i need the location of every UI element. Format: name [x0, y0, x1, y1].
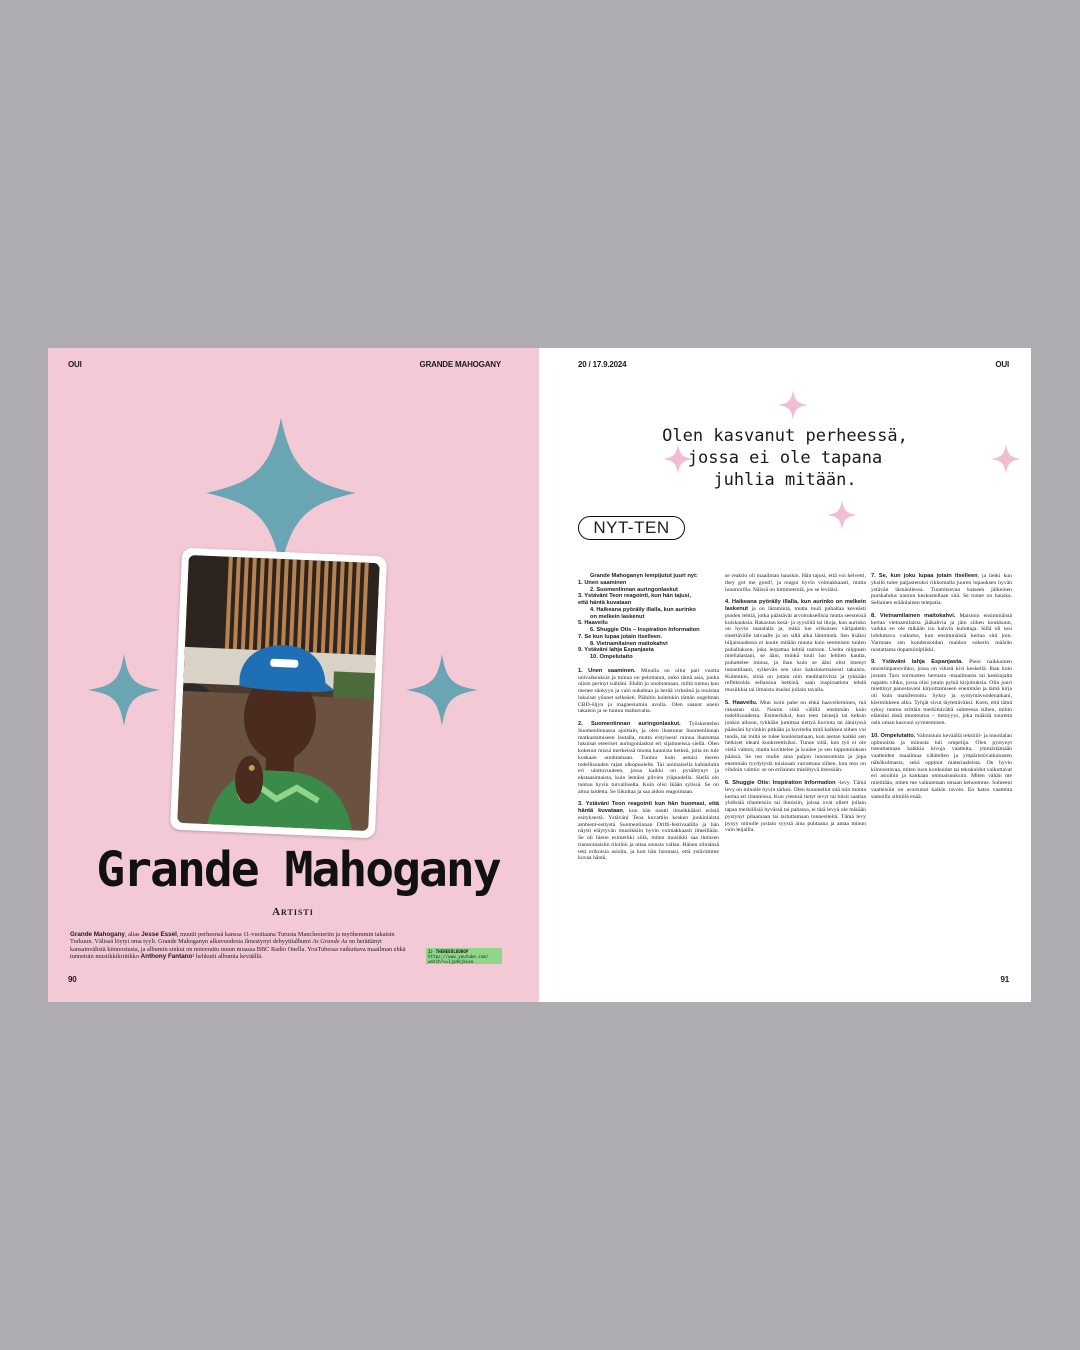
paragraph-text: , ja hetki kun yksilö tulee paljastetuksi rikkomalla juuren lupauksen hyvän ystävän läsnäollessa. Tuomitsevan katseen jälkeinen purskahdus naurun keskustellaan sitä. Se tunne on hauska. Sellainen eräänlainen telepatia.: [871, 573, 1012, 606]
small-star-right-icon: [406, 654, 478, 726]
list-item: 9. Ystäväni lahja Espanjasta: [578, 647, 654, 654]
paragraph-heading: 10. Ompelutaito.: [871, 732, 916, 739]
artist-name: Grande Mahogany: [70, 931, 125, 938]
paragraph-text: Maistoin ensimmäistä kertaa vietnamilaista jääkahvia ja jäin siihen koukkuun, vaikka en ole mikään iso kahvin kuluttaja. Sillä oli tosi lohduttava vaikutus, kun ensimmäistä kertaa sitä join. Varmaan sen kondensoidun maidon sokerin määrän nostattama dopamiinipiikki.: [871, 612, 1013, 653]
paragraph-heading: 8. Vietnamilainen maitokahvi.: [871, 612, 956, 619]
footnote-link[interactable]: [426, 948, 502, 964]
footnote-line-2: https://www.youtube.com/: [428, 954, 489, 959]
pull-quote-line: Olen kasvanut perheessä,: [662, 426, 908, 446]
text-column-3: [871, 573, 1012, 806]
list-item: 7. Se kun lupaa jotain itselleen.: [578, 633, 663, 640]
small-star-left-icon: [88, 654, 160, 726]
paragraph-text: se reaktio oli maailman hauskin. Hän tajusi, että voi helvetti, they got me good!, ja reagoi hyvin voimakkaasti, mutta huumorilla. Näissä on hittimeemiä, jos se leviäisi.: [725, 573, 866, 593]
footnote-line-3: watch?v=1jp4kjkuxo: [428, 959, 474, 964]
list-item: 4. Haikeana pyöräily illalla, kun aurinko: [590, 606, 696, 613]
page-number-left: 90: [68, 975, 77, 984]
paragraph-heading: 2. Suomenlinnan auringonlaskut.: [578, 721, 681, 727]
page-number-right: 91: [1000, 975, 1009, 984]
section-badge: NYT-TEN: [578, 516, 685, 540]
paragraph-heading: 3. Ystäväni Teon reagointi kun hän huomasi, että häntä kuvataan: [578, 801, 719, 814]
article-title: Grande Mahogany: [96, 842, 500, 898]
list-item: 5. Haaveilu: [578, 620, 608, 627]
magazine-spread: [48, 348, 1031, 1002]
intro-text-2: , muutti perheensä kanssa 11-vuotiaana Turusta Manchesteriin ja myöhemmin takaisin Turkuun. Välissä löytyi oma tyyli. Grande Mahoganyn alkuvuodesta ilmestynyt debyyttialbumi: [70, 931, 395, 946]
paragraph-heading: 9. Ystäväni lahja Espanjasta.: [871, 659, 963, 666]
list-item: 2. Suomenlinnan auringonlaskut: [590, 586, 678, 593]
body-paragraph: [871, 573, 1012, 607]
footnote-line-1: 1) THENEEDLEDROP: [428, 949, 469, 954]
intro-paragraph: [70, 931, 406, 960]
body-paragraph: [871, 659, 1012, 727]
critic-name: Anthony Fantano: [140, 952, 193, 960]
paragraph-heading: 7. Se, kun joku lupaa jotain itselleen: [871, 573, 978, 579]
body-paragraph: [725, 780, 866, 834]
list-item: on melkein laskenut: [590, 613, 645, 620]
article-kicker: Artisti: [272, 906, 314, 918]
paragraph-text: Työskentelen Suomenlinnassa ajoittain, ja olen ihastunut Suomenlinnan matkustamiseen lautalla, mutta erityisesti minua ihastuttaa lukuisat eteeriset auringonlaskut eri sijainneissa siellä. Olen kokenut missä merkeissä monta kaunista hetkeä, joita en tule koskaan unohtamaan. Tuntuu kuin astuisi meren todellisuuden rajan ulkopuolelle. Tai unimaisella kahlailulta eri ulottuvuuteen, jossa kaikki on pysähtynyt ja ekstaasimaista, kuin lentäisi pilvien yläpuolella. Siellä olo tuntuu hyvin turvalliselta. Kuin olisi ikään sylissä. Se on aitoa taidetta. Se liikuttaa ja saa aidon reagoimaan.: [578, 721, 719, 795]
issue-date: 20 / 17.9.2024: [578, 360, 627, 369]
text-column-1: [578, 573, 719, 868]
right-page: [539, 348, 1031, 1002]
pull-quote-line: juhlia mitään.: [713, 470, 857, 490]
list-item: 3. Ystäväni Teon reagointi, kun hän tajusi,: [578, 593, 691, 600]
album-name: As Grande As: [312, 938, 348, 946]
paragraph-heading: 1. Unen saaminen.: [578, 667, 636, 674]
paragraph-text: ja on lämmintä, mutta tuuli puhaltaa keveästi puiden lehtiä, jotka päästävät arvoituksellisia mutta seesteisiä kuiskauksia. Rakastan kesä- ja syysöitä tai iltoja, kun aurinko on hyvin matalalla ja, mikä luo erikoisen väripaletin sinertävälle taivaalle ja on siltä aika lämmintä. Sen lisäksi hiljaisuudessa ei kuule mitään muuta kuin seesteisen tuulen puhalluksen, joka lerpattaa lehtiä tuntoon. Useita niippuen mielialastani, se ääni, minkä tuuli luo lehtien kautta, puhuttelee minua, ja ihan kuin se ääni olisi imenyt tunnetilaani, sylkevän sen ulos kaksinkertaisesti takaisin. Kuitenkin, siinä on jotain niin meditatiivista ja tykkään reflektoida sellaisina hetkinä, saan inspiraatiota tehdä musiikkia tai ilmaista itseäni jollain tavalla.: [725, 606, 866, 693]
pull-quote-line: jossa ei ole tapana: [687, 448, 883, 468]
artist-photo: [170, 548, 387, 839]
paragraph-text: , kun hän nautti ilmeikkäästi erästä esityksestä. Ystäväni Teoa kuvattiin kesken jonkinlaista ambient-esitystä Suomenlinnan Drifti-festivaalilla ja hän näytti eläytyvän musiikkiin hyvin voimakkaasti ilmeillään. Se oli hieno esimerkki siitä, miten musiikki saa ihmisen transsimaisiin tiloihin ja ottaa sinusta vallan. Hänen silmänsä teki erikoisia asioita, ja kun hän huomasi, että ystävämme kuvaa häntä,: [578, 808, 719, 862]
pink-star-bottom-icon: [827, 500, 857, 530]
paragraph-text: Pieni naikkainen muistiinpanovihko, jossa on vihreä kivi keskellä. Ihan kuin jostain Taru sormusten herrasta -maailmasta tai keskiajalta napattu vihko, jossa olisi jotain pyhiä kirjoituksia. Olin juuri miettinyt panostavani kirjoittamiseen enemmän ja tämä kirja oli kuin manifestoitu. Syksy ja syntymävuodenaikani, kiertoikkeen alku. Tyhjät sivut täytettäväksi. Koen, että tämä syksy tuntuu erittäin merkittävältä suhteessa siihen, mihin elämäni tästä muotoutuu – tietoyyys, joka määrää suuretta osin oman kasvuni syvenemisen.: [871, 659, 1012, 726]
pink-star-right-icon: [991, 444, 1021, 474]
list-item: että häntä kuvataan: [578, 600, 632, 606]
header-section-label: GRANDE MAHOGANY: [419, 360, 501, 369]
paragraph-heading: 4. Haikeana pyöräily illalla, kun aurinko on melkein laskenut: [725, 599, 866, 612]
artist-alias: Jesse Essel: [141, 931, 177, 938]
paragraph-text: -levy. Tämä levy on minulle hyvin tärkeä. Olen kuunnellut sitä niin monta kertaa eri tilanteissa. Kun yleensä tietyt levyt tai biisit saattaa yhdistää tilanteisiin tai ihmisiin, joissa ovat olleet jollain tapaa merkillisiä hyvässä tai pahassa, ei tätä levyä ole mikään pystynyt pilaamaan tai tartuttamaan tunnesiteitä. Tämä levy pysyy minulle jostain syystä aina puhtaana ja antaa minun vain leijailla.: [725, 780, 866, 834]
list-title: Grande Mahoganyn lempijutut juuri nyt:: [590, 573, 698, 579]
body-paragraph: [871, 613, 1012, 654]
body-paragraph: [725, 573, 866, 593]
paragraph-text: Mun isoin pahe on ehkä haaveileminen, mä rakastan sitä. Nautin siitä välillä enemmän kuin todellisuudesta. Esimerkiksi, kun teen bisnejä tai keksin jonkin aihson, tykkään jumittaa tiettyä kuviota tai äänityssä päässäni hyvinkin pitkään ja kuvitella mitä kaikkea siihen voi tuoda, tai miltä se tulee kuulostamaan, kun asetan kaikki sen hetkiset ideani konkreettisiksi. Tunne siitä, kun työ ei ole vielä valmis, mutta kuvittelee ja kuulee jo sen lopputuloksen päässä. Se tuo mulle aina paljon innostumista ja jopa enemmän tyydytystä toisinaan varrattuna siihen, kun teos on vihdoin valmis: se on erilainen mielihyvä itsessään.: [725, 699, 866, 774]
intro-text-1: , alias: [124, 931, 142, 938]
large-star-icon: [206, 418, 356, 568]
list-item: 10. Ompelutaito: [590, 654, 633, 660]
favorites-list: [578, 573, 719, 661]
portrait-illustration: [177, 555, 380, 831]
text-column-2: [725, 573, 866, 840]
header-left-label: OUI: [68, 360, 82, 369]
paragraph-heading: 5. Haaveilu.: [725, 699, 758, 706]
paragraph-text: Minulla on ollut pari vuotta univaikeuksia ja minua on pelottanut, onko tämä asia, jonka olisin perinyt isältäni. Ehdin jo unohtamaan, miltä tuntuu kun menee sänkyyn ja vain nukahtaa ja herää virkeänä ja muistaa lukuisat yöunet selkeästi. Päihitin kuitenkin tämän ongelman CBD-öljyn ja magnesiumin avulla. Olen saanut uneni takaisin ja se tuntuu mahtavalta.: [578, 667, 719, 715]
paragraph-text: Valmistuin keväällä tekstiili- ja muotialan opinnoista ja minusta tuli ompelija. Olen pystynyt toteuttamaan kaikkia kivoja vaatteita, ymmärtämään vaatteiden maailmaa vähitellen ja ympäristövaikutusten näkökulmasta, sekä oppinut materiaaleista. On hyvin kiinnostavaa, miten luon konkuidut tai tekokuidut vaikuttavat eri asioihin ja kankaan ominaisuuksiin. Miten vähän me mietitään, miten me vaikutetaan omaan kehoomme. Suhteeni vaatteisiin on avartunut kaikin tavoin. En katso vaatteita samoilla silmillä enää.: [871, 732, 1013, 800]
body-paragraph: [578, 801, 719, 862]
pull-quote: [639, 425, 931, 491]
pink-star-top-icon: [778, 390, 808, 420]
body-paragraph: [725, 599, 866, 694]
list-item: 8. Vietnamilainen maitokahvi: [590, 640, 668, 647]
body-paragraph: [578, 668, 719, 715]
intro-text-3: on herättänyt kansainvälistä kiinnostusta, ja albumin sinkut on noteerattu muun muassa BBC Radio Onella. YouTubessa vaikuttava maailman ehkä tunnetuin musiikkikriitikko: [70, 938, 406, 960]
body-paragraph: [578, 721, 719, 795]
left-page: [48, 348, 539, 1002]
body-paragraph: [725, 700, 866, 774]
body-paragraph: [871, 733, 1012, 801]
list-item: 1. Unen saaminen: [578, 579, 627, 586]
paragraph-heading: 6. Shuggie Otis: Inspiration Information: [725, 780, 836, 786]
list-item: 6. Shuggie Otis – Inspiration Information: [590, 627, 700, 633]
header-right-label: OUI: [995, 360, 1009, 369]
intro-text-4: ¹ hehkutti albumia keväällä.: [192, 952, 263, 960]
